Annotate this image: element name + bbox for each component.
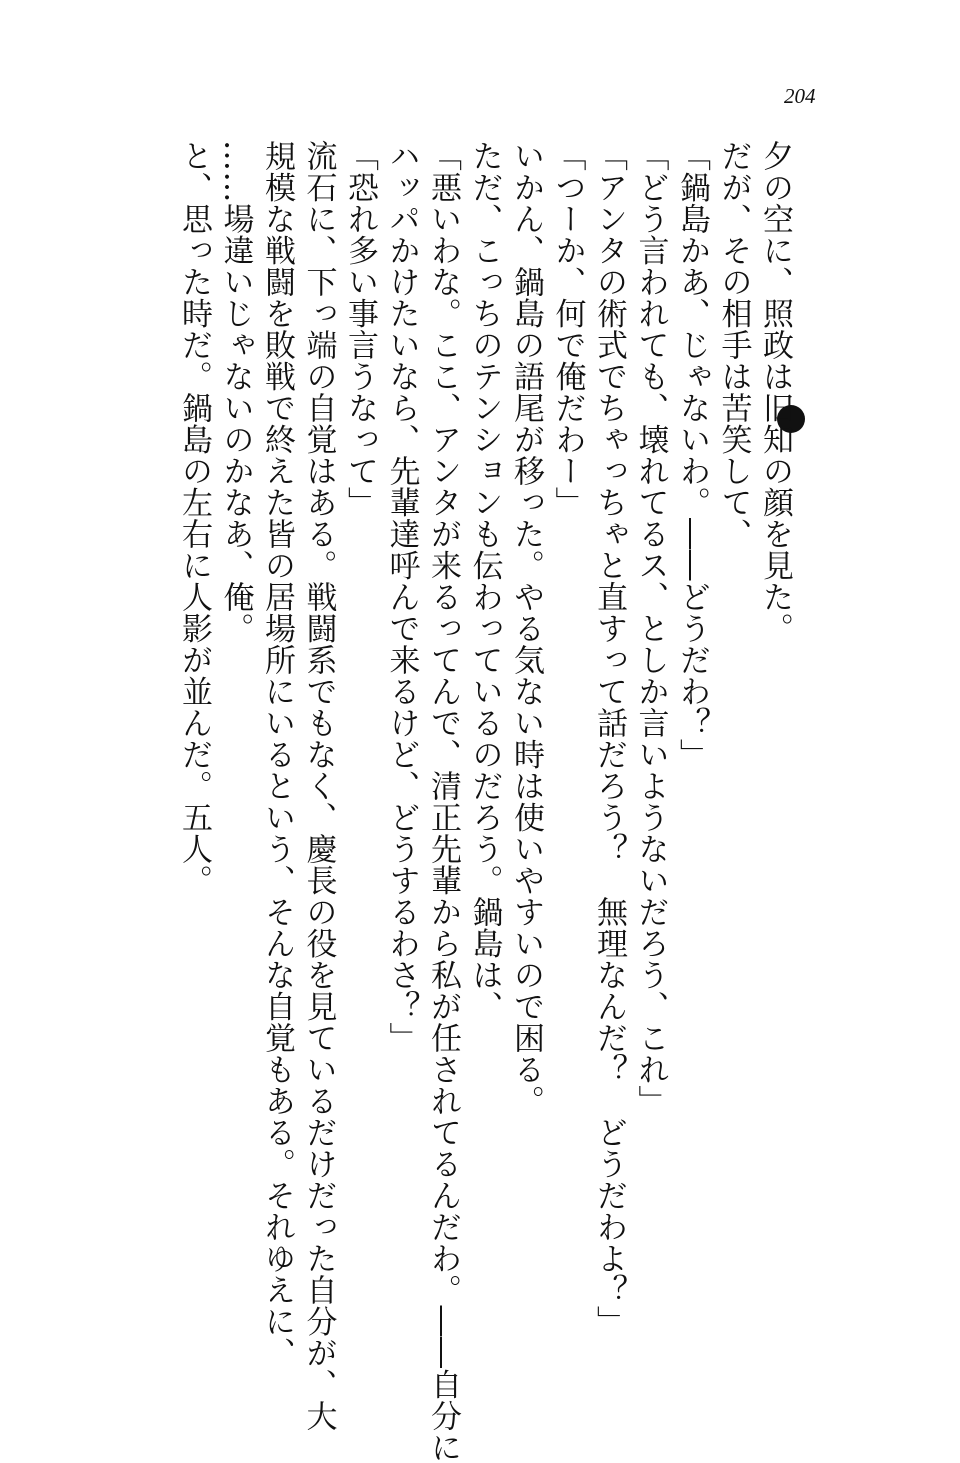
text-line: 「アンタの術式でちゃっちゃと直すって話だろう？ 無理なんだ？ どうだわよ？」 xyxy=(591,140,627,1337)
text-line: ……場違いじゃないのかなあ、俺。 xyxy=(217,140,254,644)
text-line: 流石に、下っ端の自覚はある。戦闘系でもなく、慶長の役を見ているだけだった自分が、大 xyxy=(300,140,337,1432)
text-line: ハッパかけたいなら、先輩達呼んで来るけど、どうするわさ？」 xyxy=(383,140,420,1054)
text-line: 「悪いわな。ここ、アンタが来るってんで、清正先輩から私が任されてるんだわ。――自分に xyxy=(425,140,461,1463)
text-line: と、思った時だ。鍋島の左右に人影が並んだ。五人。 xyxy=(176,140,212,896)
text-line: 「つーか、何で俺だわー」 xyxy=(549,140,586,518)
text-line: 「鍋島かあ、じゃないわ。――どうだわ？」 xyxy=(674,140,710,770)
text-line: 夕の空に、照政は旧知の顔を見た。 xyxy=(757,140,793,644)
text-line: だが、その相手は苦笑して、 xyxy=(715,140,752,550)
text-line: ただ、こっちのテンションも伝わっているのだろう。鍋島は、 xyxy=(466,140,503,1022)
text-line: 「恐れ多い事言うなって」 xyxy=(342,140,378,518)
text-line: 「どう言われても、壊れてるス、としか言いようないだろう、これ」 xyxy=(632,140,669,1117)
vertical-text-body xyxy=(173,140,796,1463)
text-line: いかん、鍋島の語尾が移った。やる気ない時は使いやすいので困る。 xyxy=(508,140,544,1117)
page-number: 204 xyxy=(784,84,816,108)
text-line: 規模な戦闘を敗戦で終えた皆の居場所にいるという、そんな自覚もある。それゆえに、 xyxy=(259,140,295,1369)
